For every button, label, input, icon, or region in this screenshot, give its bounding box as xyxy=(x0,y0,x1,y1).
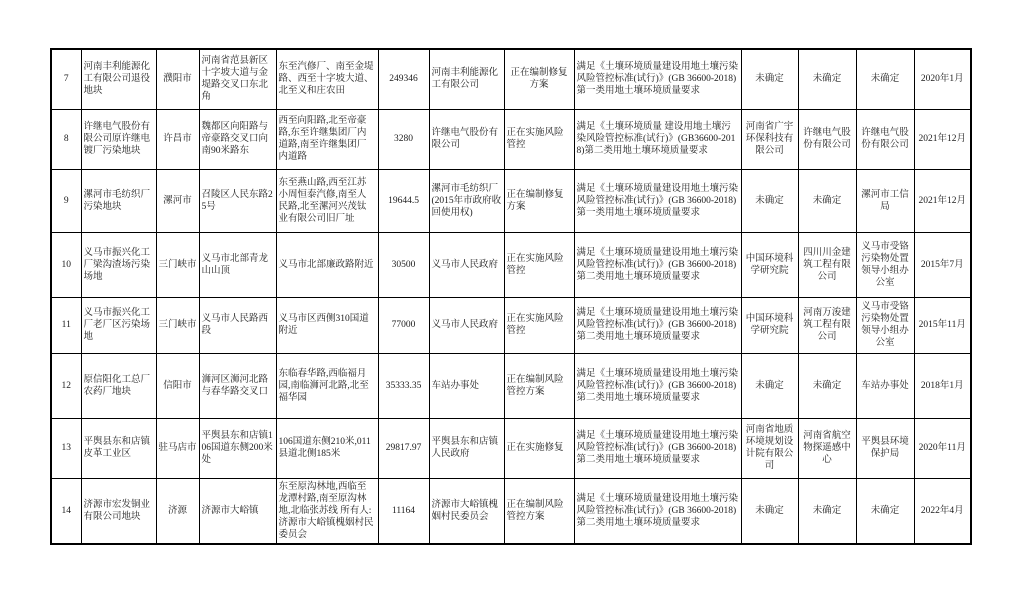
city-cell: 三门峡市 xyxy=(156,297,199,353)
table-row xyxy=(51,297,971,353)
standard-cell: 满足《土壤环境质量建设用地土壤污染风险管控标准(试行)》(GB 36600-2018)第一类用地土壤环境质量要求 xyxy=(574,49,741,109)
row-number-cell: 13 xyxy=(51,418,81,478)
table-row xyxy=(51,49,971,109)
site-name-cell: 漯河市毛纺织厂污染地块 xyxy=(81,169,156,232)
remediation-unit-cell: 许继电气股份有限公司 xyxy=(798,109,856,169)
table-row xyxy=(51,478,971,544)
supervision-unit-cell: 义马市受铬污染物处置领导小组办公室 xyxy=(856,232,914,297)
supervision-unit-cell: 义马市受铬污染物处置领导小组办公室 xyxy=(856,297,914,353)
status-cell: 正在编制修复方案 xyxy=(504,49,574,109)
standard-cell: 满足《土壤环境质量建设用地土壤污染风险管控标准(试行)》(GB 36600-2018)第一类用地土壤环境质量要求 xyxy=(574,169,741,232)
area-cell: 29817.97 xyxy=(378,418,429,478)
date-cell: 2021年12月 xyxy=(914,109,971,169)
assessment-unit-cell: 中国环境科学研究院 xyxy=(741,297,798,353)
boundary-cell: 东至燕山路,西至江苏小周恒泰汽修,南至人民路,北至漯河兴茂钛业有限公司旧厂址 xyxy=(276,169,378,232)
table-row xyxy=(51,418,971,478)
area-cell: 249346 xyxy=(378,49,429,109)
responsible-party-cell: 漯河市毛纺织厂(2015年市政府收回使用权) xyxy=(429,169,504,232)
status-cell: 正在实施风险管控 xyxy=(504,297,574,353)
row-number-cell: 9 xyxy=(51,169,81,232)
city-cell: 许昌市 xyxy=(156,109,199,169)
supervision-unit-cell: 未确定 xyxy=(856,478,914,544)
status-cell: 正在实施修复 xyxy=(504,418,574,478)
status-cell: 正在编制风险管控方案 xyxy=(504,478,574,544)
site-name-cell: 许继电气股份有限公司原许继电镀厂污染地块 xyxy=(81,109,156,169)
boundary-cell: 东临春华路,西临福月园,南临浉河北路,北至福华园 xyxy=(276,353,378,418)
responsible-party-cell: 平舆县东和店镇人民政府 xyxy=(429,418,504,478)
standard-cell: 满足《土壤环境质量建设用地土壤污染风险管控标准(试行)》(GB 36600-2018)第二类用地土壤环境质量要求 xyxy=(574,418,741,478)
location-cell: 召陵区人民东路25号 xyxy=(199,169,276,232)
area-cell: 30500 xyxy=(378,232,429,297)
boundary-cell: 义马市区西侧310国道附近 xyxy=(276,297,378,353)
remediation-unit-cell: 未确定 xyxy=(798,478,856,544)
table-body xyxy=(51,49,971,544)
remediation-unit-cell: 未确定 xyxy=(798,169,856,232)
supervision-unit-cell: 未确定 xyxy=(856,49,914,109)
location-cell: 济源市大峪镇 xyxy=(199,478,276,544)
row-number-cell: 7 xyxy=(51,49,81,109)
assessment-unit-cell: 中国环境科学研究院 xyxy=(741,232,798,297)
table-row xyxy=(51,353,971,418)
responsible-party-cell: 义马市人民政府 xyxy=(429,232,504,297)
date-cell: 2021年12月 xyxy=(914,169,971,232)
standard-cell: 满足《土壤环境质量建设用地土壤污染风险管控标准(试行)》(GB 36600-2018)第二类用地土壤环境质量要求 xyxy=(574,232,741,297)
location-cell: 浉河区浉河北路与春华路交叉口 xyxy=(199,353,276,418)
site-name-cell: 河南丰利能源化工有限公司退役地块 xyxy=(81,49,156,109)
supervision-unit-cell: 平舆县环境保护局 xyxy=(856,418,914,478)
area-cell: 3280 xyxy=(378,109,429,169)
site-name-cell: 义马市振兴化工厂老厂区污染场地 xyxy=(81,297,156,353)
table-row xyxy=(51,232,971,297)
date-cell: 2020年1月 xyxy=(914,49,971,109)
responsible-party-cell: 车站办事处 xyxy=(429,353,504,418)
boundary-cell: 西至向阳路,北至帝豪路,东至许继集团厂内道路,南至许继集团厂内道路 xyxy=(276,109,378,169)
responsible-party-cell: 义马市人民政府 xyxy=(429,297,504,353)
site-name-cell: 原信阳化工总厂农药厂地块 xyxy=(81,353,156,418)
area-cell: 11164 xyxy=(378,478,429,544)
contaminated-sites-table xyxy=(50,48,972,545)
location-cell: 义马市人民路西段 xyxy=(199,297,276,353)
area-cell: 77000 xyxy=(378,297,429,353)
site-name-cell: 平舆县东和店镇皮革工业区 xyxy=(81,418,156,478)
city-cell: 漯河市 xyxy=(156,169,199,232)
site-name-cell: 济源市宏发铜业有限公司地块 xyxy=(81,478,156,544)
date-cell: 2015年7月 xyxy=(914,232,971,297)
boundary-cell: 东至汽修厂、南至金堤路、西至十字坡大道、北至义和庄农田 xyxy=(276,49,378,109)
city-cell: 济源 xyxy=(156,478,199,544)
standard-cell: 满足《土壤环境质量建设用地土壤污染风险管控标准(试行)》(GB 36600-2018)第二类用地土壤环境质量要求 xyxy=(574,353,741,418)
table-row xyxy=(51,109,971,169)
location-cell: 义马市北部青龙山山顶 xyxy=(199,232,276,297)
assessment-unit-cell: 河南省地质环境规划设计院有限公司 xyxy=(741,418,798,478)
remediation-unit-cell: 河南万浚建筑工程有限公司 xyxy=(798,297,856,353)
row-number-cell: 8 xyxy=(51,109,81,169)
assessment-unit-cell: 河南省广宇环保科技有限公司 xyxy=(741,109,798,169)
standard-cell: 满足《土壤环境质量建设用地土壤污染风险管控标准(试行)》(GB 36600-2018)第二类用地土壤环境质量要求 xyxy=(574,297,741,353)
status-cell: 正在实施风险管控 xyxy=(504,109,574,169)
row-number-cell: 11 xyxy=(51,297,81,353)
boundary-cell: 东至原沟林地,西临至龙潭村路,南至原沟林地,北临张苏线 所有人:济源市大峪镇槐姻村民委员会 xyxy=(276,478,378,544)
assessment-unit-cell: 未确定 xyxy=(741,478,798,544)
date-cell: 2018年1月 xyxy=(914,353,971,418)
date-cell: 2022年4月 xyxy=(914,478,971,544)
remediation-unit-cell: 四川川金建筑工程有限公司 xyxy=(798,232,856,297)
site-name-cell: 义马市振兴化工厂梁沟渣场污染场地 xyxy=(81,232,156,297)
row-number-cell: 10 xyxy=(51,232,81,297)
responsible-party-cell: 济源市大峪镇槐姻村民委员会 xyxy=(429,478,504,544)
city-cell: 三门峡市 xyxy=(156,232,199,297)
area-cell: 35333.35 xyxy=(378,353,429,418)
location-cell: 河南省范县新区十字坡大道与金堤路交叉口东北角 xyxy=(199,49,276,109)
remediation-unit-cell: 未确定 xyxy=(798,353,856,418)
remediation-unit-cell: 河南省航空物探遥感中心 xyxy=(798,418,856,478)
standard-cell: 满足《土壤环境质量建设用地土壤污染风险管控标准(试行)》(GB 36600-2018)第二类用地土壤环境质量要求 xyxy=(574,478,741,544)
row-number-cell: 14 xyxy=(51,478,81,544)
area-cell: 19644.5 xyxy=(378,169,429,232)
location-cell: 魏都区向阳路与帝豪路交叉口向南90米路东 xyxy=(199,109,276,169)
city-cell: 信阳市 xyxy=(156,353,199,418)
table-row xyxy=(51,169,971,232)
assessment-unit-cell: 未确定 xyxy=(741,49,798,109)
boundary-cell: 义马市北部廉政路附近 xyxy=(276,232,378,297)
status-cell: 正在实施风险管控 xyxy=(504,232,574,297)
status-cell: 正在编制风险管控方案 xyxy=(504,353,574,418)
assessment-unit-cell: 未确定 xyxy=(741,169,798,232)
boundary-cell: 106国道东侧210米,011县道北侧185米 xyxy=(276,418,378,478)
location-cell: 平舆县东和店镇106国道东侧200米处 xyxy=(199,418,276,478)
supervision-unit-cell: 车站办事处 xyxy=(856,353,914,418)
responsible-party-cell: 河南丰利能源化工有限公司 xyxy=(429,49,504,109)
date-cell: 2015年11月 xyxy=(914,297,971,353)
city-cell: 驻马店市 xyxy=(156,418,199,478)
standard-cell: 满足《土壤环境质量 建设用地土壤污染风险管控标准(试行)》(GB36600-2018)第二类用地土壤环境质量要求 xyxy=(574,109,741,169)
date-cell: 2020年11月 xyxy=(914,418,971,478)
supervision-unit-cell: 许继电气股份有限公司 xyxy=(856,109,914,169)
status-cell: 正在编制修复方案 xyxy=(504,169,574,232)
assessment-unit-cell: 未确定 xyxy=(741,353,798,418)
responsible-party-cell: 许继电气股份有限公司 xyxy=(429,109,504,169)
remediation-unit-cell: 未确定 xyxy=(798,49,856,109)
row-number-cell: 12 xyxy=(51,353,81,418)
supervision-unit-cell: 漯河市工信局 xyxy=(856,169,914,232)
city-cell: 濮阳市 xyxy=(156,49,199,109)
